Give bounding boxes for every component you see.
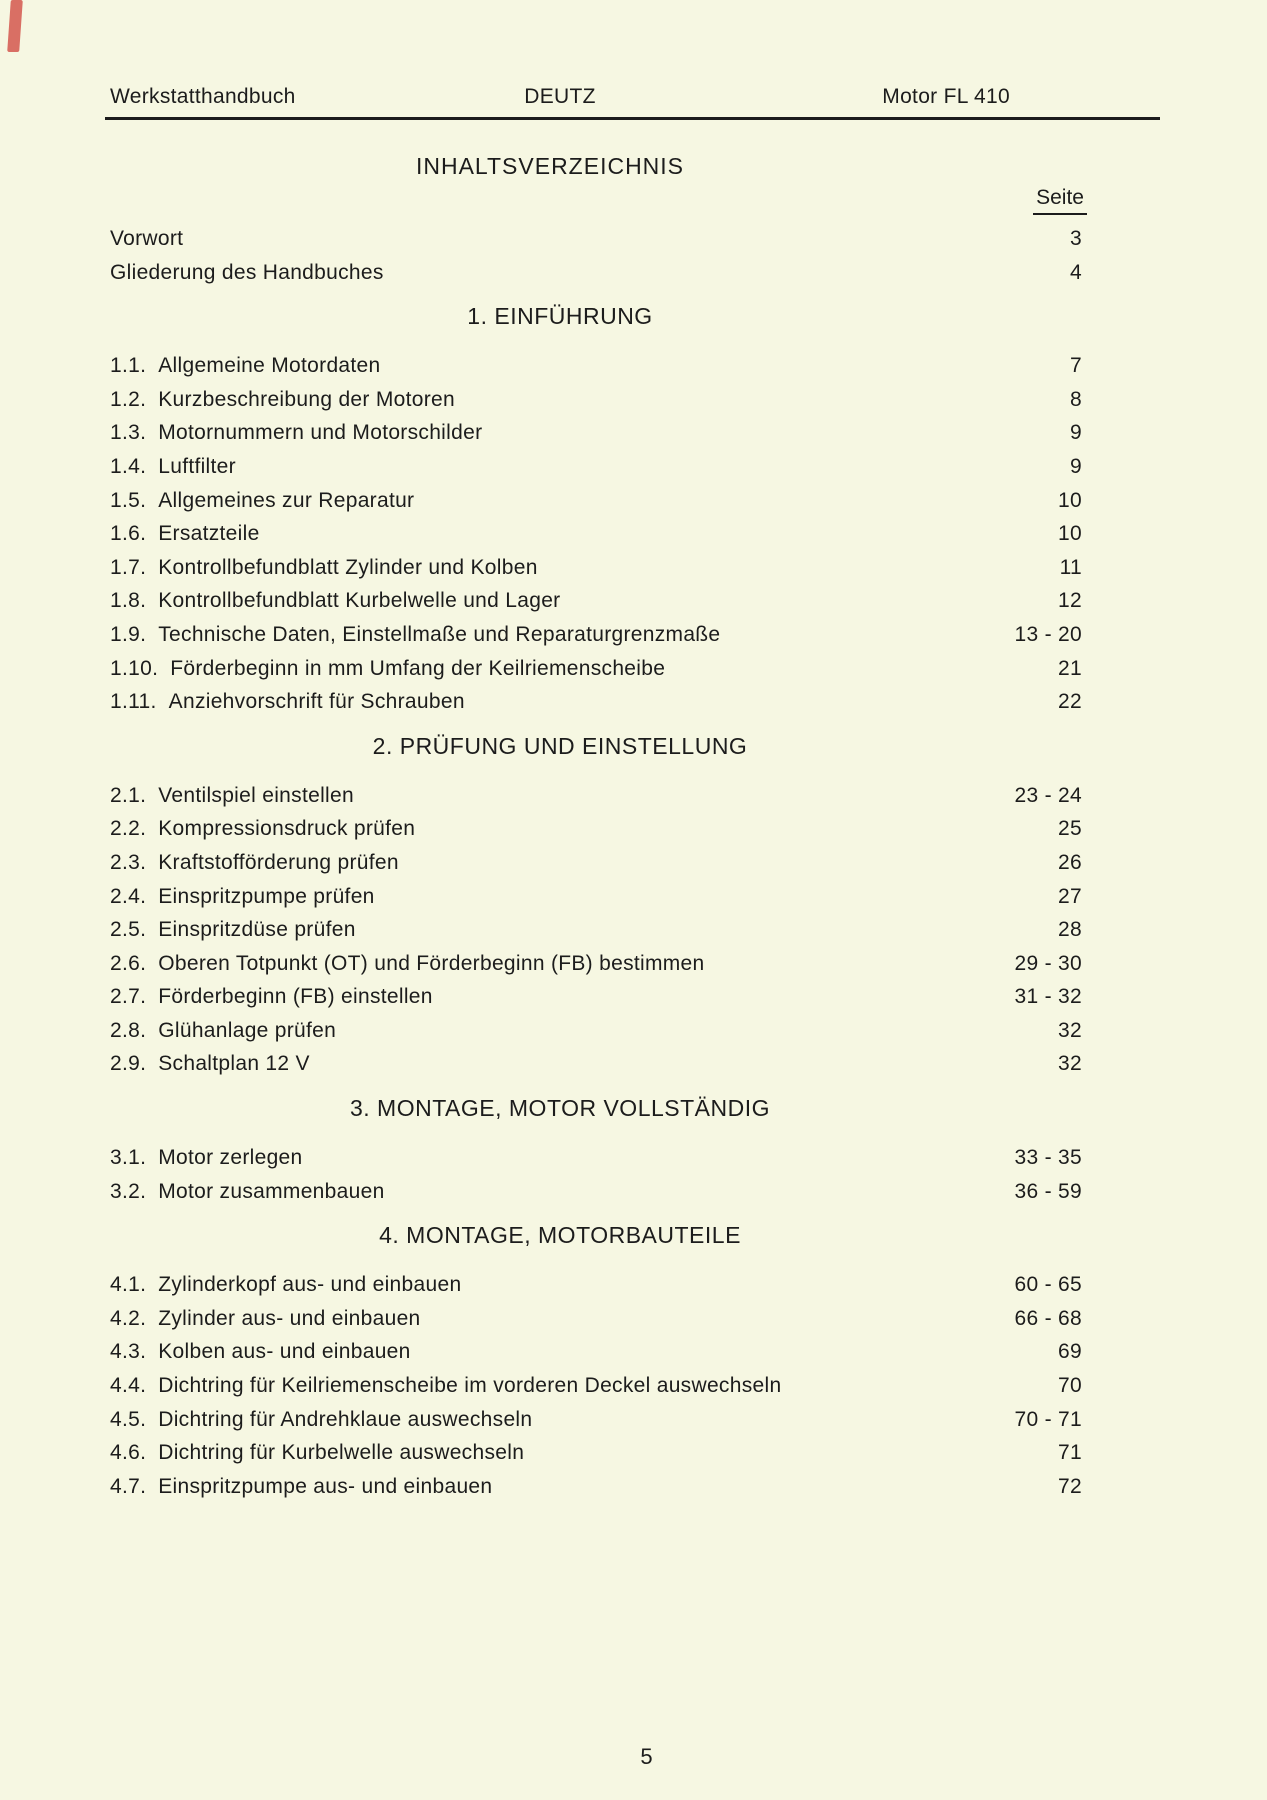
toc-entry-number: 3.2. [110,1179,147,1203]
toc-entry-label: Allgemeines zur Reparatur [158,488,415,512]
toc-entry-number: 4.6. [110,1441,147,1465]
toc-row [0,517,1267,551]
toc-entry-label: Kraftstofförderung prüfen [158,850,399,874]
toc-row [0,1470,1267,1504]
toc-entry-page: 60 - 65 [1014,1273,1082,1297]
header-motor-model: Motor FL 410 [882,85,1010,108]
toc-entry-label: Technische Daten, Einstellmaße und Reparaturgrenzmaße [158,622,721,646]
toc-row [0,1302,1267,1336]
toc-row [0,779,1267,813]
toc-row [0,652,1267,686]
section-1-rows [0,349,1267,719]
toc-row [0,1369,1267,1403]
toc-entry-page: 12 [1058,589,1082,613]
toc-entry-page: 3 [1070,227,1082,250]
toc-entry-label: Kontrollbefundblatt Zylinder und Kolben [158,555,538,579]
toc-row [0,880,1267,914]
section-heading-3: 3. MONTAGE, MOTOR VOLLSTÄNDIG [349,1095,771,1122]
toc-entry-number: 2.8. [110,1018,147,1042]
toc-entry-page: 21 [1058,656,1082,680]
toc-entry-page: 36 - 59 [1014,1179,1082,1203]
toc-entry-label: Förderbeginn in mm Umfang der Keilriemenscheibe [170,656,666,680]
toc-entry-label: Motornummern und Motorschilder [158,421,483,445]
toc-row [0,685,1267,719]
toc-entry-page: 7 [1070,354,1082,378]
toc-entry-label: Dichtring für Kurbelwelle auswechseln [158,1441,525,1465]
toc-entry-page: 23 - 24 [1014,783,1082,807]
front-matter-rows [0,222,1267,289]
toc-row [0,551,1267,585]
toc-row [0,484,1267,518]
toc-entry-number: 1.10. [110,656,159,680]
toc-entry-page: 72 [1058,1474,1082,1498]
header-manual-title: Werkstatthandbuch [110,85,296,108]
scan-artifact-mark [7,0,23,52]
toc-row [0,812,1267,846]
toc-entry-number: 1.5. [110,488,147,512]
toc-row [0,450,1267,484]
toc-entry-label: Dichtring für Keilriemenscheibe im vorderen Deckel auswechseln [158,1374,782,1398]
toc-row [0,1268,1267,1302]
toc-entry-page: 69 [1058,1340,1082,1364]
header-brand: DEUTZ [524,85,596,108]
toc-entry-page: 11 [1059,555,1082,579]
toc-entry-number: 1.7. [110,555,147,579]
toc-entry-page: 70 [1058,1374,1082,1398]
toc-entry-number: 1.4. [110,454,147,478]
toc-entry-page: 10 [1058,522,1082,546]
toc-entry-label: Allgemeine Motordaten [158,354,381,378]
toc-entry-label: Vorwort [110,227,184,250]
toc-entry-label: Luftfilter [158,454,236,478]
section-4-rows [0,1268,1267,1503]
toc-entry-label: Gliederung des Handbuches [110,260,384,284]
toc-entry-number: 2.2. [110,817,147,841]
toc-entry-page: 27 [1058,884,1082,908]
toc-entry-label: Oberen Totpunkt (OT) und Förderbeginn (FB) bestimmen [158,951,705,975]
toc-entry-page: 32 [1058,1052,1082,1076]
toc-row [0,256,1267,290]
toc-entry-label: Motor zerlegen [158,1146,303,1170]
toc-entry-page: 8 [1070,387,1082,411]
toc-entry-number: 4.4. [110,1374,147,1398]
toc-entry-label: Dichtring für Andrehklaue auswechseln [158,1407,533,1431]
toc-row [0,349,1267,383]
toc-entry-number: 2.4. [110,884,147,908]
section-heading-2: 2. PRÜFUNG UND EINSTELLUNG [372,732,748,759]
toc-entry-number: 4.2. [110,1306,147,1330]
toc-row [0,1436,1267,1470]
toc-entry-label: Kolben aus- und einbauen [158,1340,411,1364]
toc-entry-page: 4 [1070,260,1082,284]
section-heading-4: 4. MONTAGE, MOTORBAUTEILE [379,1222,741,1249]
toc-entry-number: 3.1. [110,1146,147,1170]
toc-entry-number: 2.5. [110,918,147,942]
toc-entry-page: 66 - 68 [1014,1306,1082,1330]
toc-entry-label: Schaltplan 12 V [158,1052,310,1076]
toc-row [0,584,1267,618]
toc-entry-number: 1.2. [110,387,147,411]
toc-entry-label: Kurzbeschreibung der Motoren [158,387,455,411]
toc-entry-label: Motor zusammenbauen [158,1179,385,1203]
toc-entry-label: Ventilspiel einstellen [158,783,354,807]
toc-entry-number: 4.7. [110,1474,147,1498]
toc-row [0,980,1267,1014]
toc-entry-page: 26 [1058,850,1082,874]
toc-entry-page: 70 - 71 [1014,1407,1082,1431]
toc-entry-number: 1.11. [110,690,157,714]
toc-row [0,222,1267,256]
header-divider [105,117,1160,120]
toc-entry-label: Zylinder aus- und einbauen [158,1306,421,1330]
toc-entry-number: 4.3. [110,1340,147,1364]
toc-entry-page: 71 [1058,1441,1082,1465]
toc-entry-number: 1.3. [110,421,147,445]
toc-entry-number: 1.9. [110,622,147,646]
toc-entry-number: 1.8. [110,589,147,613]
page-title: INHALTSVERZEICHNIS [415,153,685,179]
toc-entry-label: Einspritzdüse prüfen [158,918,356,942]
toc-entry-label: Anziehvorschrift für Schrauben [168,690,465,714]
section-2-rows [0,779,1267,1081]
toc-entry-label: Zylinderkopf aus- und einbauen [158,1273,462,1297]
section-3-rows [0,1141,1267,1208]
toc-entry-page: 9 [1070,454,1082,478]
toc-entry-page: 29 - 30 [1014,951,1082,975]
toc-entry-page: 31 - 32 [1014,985,1082,1009]
toc-row [0,383,1267,417]
toc-entry-page: 13 - 20 [1014,622,1082,646]
toc-entry-number: 2.6. [110,951,147,975]
toc-entry-number: 2.7. [110,985,147,1009]
toc-entry-number: 2.1. [110,783,147,807]
toc-entry-label: Kompressionsdruck prüfen [158,817,416,841]
page-column-header [0,186,1267,218]
toc-entry-label: Einspritzpumpe prüfen [158,884,375,908]
section-heading-1: 1. EINFÜHRUNG [467,303,653,330]
toc-entry-number: 1.1. [110,354,147,378]
toc-row [0,947,1267,981]
toc-row [0,1014,1267,1048]
toc-row [0,1047,1267,1081]
toc-row [0,1141,1267,1175]
seite-label: Seite [1033,186,1087,215]
toc-entry-label: Kontrollbefundblatt Kurbelwelle und Lager [158,589,561,613]
toc-entry-page: 28 [1058,918,1082,942]
toc-row [0,416,1267,450]
footer-page-number: 5 [640,1744,653,1770]
toc-entry-label: Einspritzpumpe aus- und einbauen [158,1474,493,1498]
toc-entry-number: 4.1. [110,1273,147,1297]
toc-entry-page: 9 [1070,421,1082,445]
toc-entry-page: 25 [1058,817,1082,841]
toc-row [0,913,1267,947]
toc-row [0,1175,1267,1209]
toc-entry-label: Ersatzteile [158,522,260,546]
page-header [0,85,1267,111]
toc-entry-number: 4.5. [110,1407,147,1431]
toc-entry-number: 2.9. [110,1052,147,1076]
toc-entry-page: 33 - 35 [1014,1146,1082,1170]
toc-row [0,618,1267,652]
toc-entry-number: 2.3. [110,850,147,874]
toc-row [0,1335,1267,1369]
toc-entry-page: 32 [1058,1018,1082,1042]
toc-entry-page: 10 [1058,488,1082,512]
toc-entry-page: 22 [1058,690,1082,714]
toc-entry-label: Förderbeginn (FB) einstellen [158,985,433,1009]
toc-entry-label: Glühanlage prüfen [158,1018,337,1042]
toc-entry-number: 1.6. [110,522,147,546]
toc-row [0,846,1267,880]
toc-row [0,1403,1267,1437]
